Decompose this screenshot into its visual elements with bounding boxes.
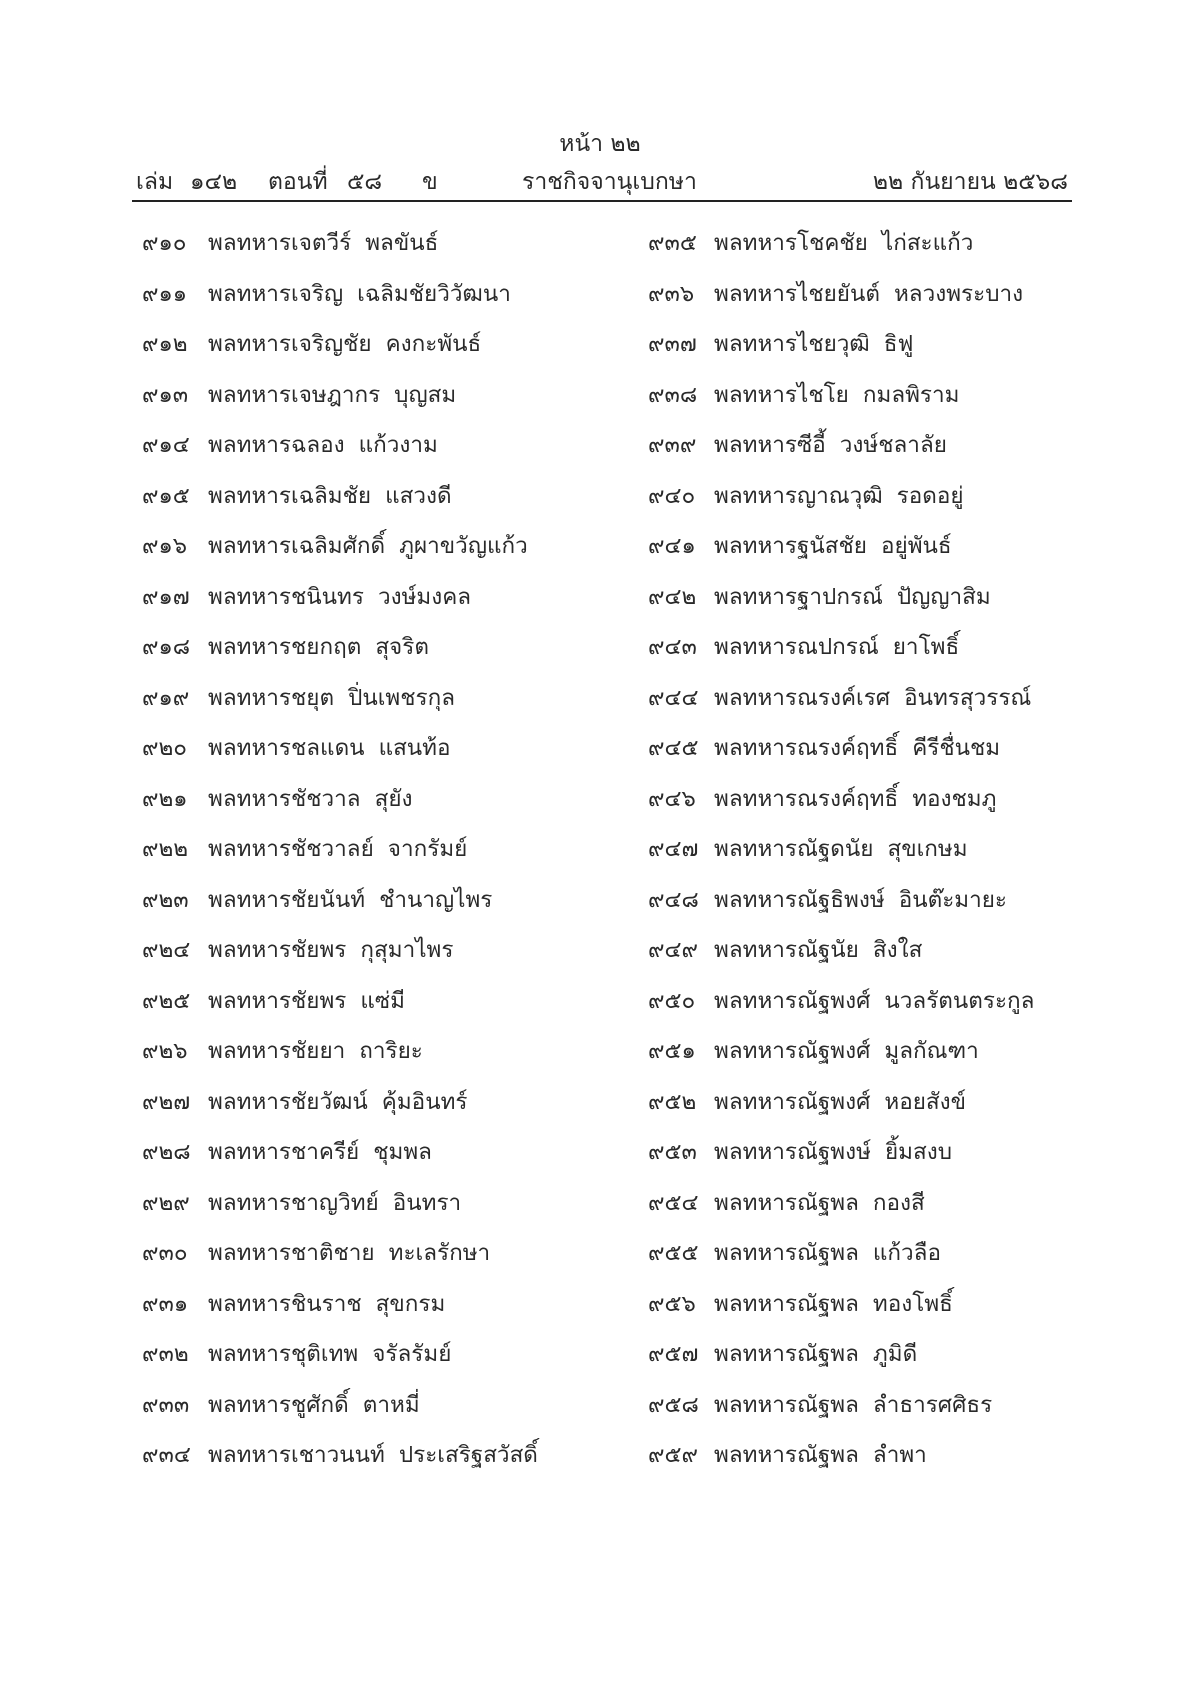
given-name: พลทหารณัฐพล — [714, 1240, 859, 1266]
list-item — [648, 481, 1034, 532]
entry-number: ๙๕๓ — [648, 1139, 697, 1165]
given-name: พลทหารณัฐพล — [714, 1341, 859, 1367]
surname: นวลรัตนตระกูล — [884, 987, 1035, 1014]
list-item — [648, 784, 1034, 835]
list-item — [142, 834, 538, 885]
entry-number: ๙๔๗ — [648, 836, 699, 862]
given-name: พลทหารชินราช — [208, 1290, 362, 1317]
given-name: พลทหารเจริญ — [208, 280, 344, 307]
surname: เฉลิมชัยวิวัฒนา — [357, 280, 511, 307]
entry-number: ๙๑๔ — [142, 432, 190, 458]
list-item — [142, 1238, 538, 1289]
entry-number: ๙๕๗ — [648, 1341, 699, 1367]
given-name: พลทหารณรงค์เรศ — [714, 684, 891, 711]
entry-number: ๙๒๗ — [142, 1088, 191, 1115]
volume-number: ๑๔๒ — [190, 169, 238, 195]
list-item — [648, 430, 1034, 481]
entry-number: ๙๒๘ — [142, 1139, 191, 1165]
entry-number: ๙๓๐ — [142, 1240, 188, 1266]
list-item — [142, 1188, 538, 1239]
list-item — [648, 1036, 1034, 1087]
given-name: พลทหารชาติชาย — [208, 1240, 375, 1266]
entry-number: ๙๔๙ — [648, 937, 698, 963]
surname: คงกะพันธ์ — [385, 331, 482, 357]
list-item — [648, 1289, 1034, 1340]
surname: คีรีชื่นชม — [912, 735, 1001, 761]
given-name: พลทหารเฉลิมศักดิ์ — [208, 533, 386, 559]
list-item — [648, 733, 1034, 784]
given-name: พลทหารณัฐพล — [714, 1391, 859, 1418]
surname: แก้วงาม — [358, 432, 438, 458]
given-name: พลทหารเฉลิมชัย — [208, 482, 372, 509]
surname: สุจริต — [375, 634, 429, 660]
surname: รอดอยู่ — [896, 482, 964, 509]
surname: แสนท้อ — [378, 735, 451, 761]
entry-number: ๙๓๗ — [648, 331, 697, 357]
entry-number: ๙๔๒ — [648, 583, 697, 610]
list-item — [648, 1238, 1034, 1289]
list-item — [648, 834, 1034, 885]
surname: แซ่มี — [360, 987, 405, 1014]
entry-number: ๙๕๑ — [648, 1038, 696, 1064]
entry-number: ๙๕๙ — [648, 1442, 698, 1468]
surname: ยิ้มสงบ — [884, 1139, 952, 1165]
entry-number: ๙๒๑ — [142, 785, 188, 812]
entry-number: ๙๑๓ — [142, 381, 189, 408]
given-name: พลทหารญาณวุฒิ — [714, 482, 883, 509]
given-name: พลทหารชัยนันท์ — [208, 886, 366, 913]
surname: สิงใส — [872, 937, 923, 963]
surname: ลำพา — [872, 1442, 927, 1468]
given-name: พลทหารณัฐพล — [714, 1290, 859, 1317]
list-item — [142, 1289, 538, 1340]
surname: กมลพิราม — [862, 381, 960, 408]
given-name: พลทหารฐาปกรณ์ — [714, 583, 883, 610]
entry-number: ๙๓๓ — [142, 1391, 190, 1418]
entry-number: ๙๕๕ — [648, 1240, 699, 1266]
list-item — [142, 582, 538, 633]
entry-number: ๙๔๔ — [648, 684, 699, 711]
surname: แสวงดี — [385, 482, 452, 509]
surname: ลำธารศศิธร — [872, 1391, 993, 1418]
surname: ทะเลรักษา — [388, 1240, 491, 1266]
right-name-list — [648, 228, 1034, 1491]
given-name: พลทหารเจตวีร์ — [208, 230, 352, 256]
list-item — [648, 986, 1034, 1037]
entry-number: ๙๕๘ — [648, 1391, 699, 1418]
entry-number: ๙๒๔ — [142, 937, 191, 963]
surname: อยู่พันธ์ — [881, 533, 952, 559]
given-name: พลทหารณัฐพงษ์ — [714, 1139, 871, 1165]
surname: บุญสม — [394, 381, 457, 408]
surname: ธิฟู — [883, 331, 914, 357]
given-name: พลทหารเชาวนนท์ — [208, 1442, 385, 1468]
entry-number: ๙๒๓ — [142, 886, 189, 913]
entry-number: ๙๑๙ — [142, 684, 190, 711]
volume-label: เล่ม — [136, 169, 174, 195]
surname: ชุมพล — [373, 1139, 432, 1165]
given-name: พลทหารเจริญชัย — [208, 331, 372, 357]
surname: ปัญญาสิม — [896, 583, 991, 610]
surname: ตาหมี่ — [362, 1391, 420, 1418]
surname: หอยสังข์ — [884, 1088, 967, 1115]
entry-number: ๙๑๖ — [142, 533, 188, 559]
list-item — [142, 986, 538, 1037]
surname: หลวงพระบาง — [893, 280, 1024, 307]
entry-number: ๙๓๙ — [648, 432, 697, 458]
list-item — [648, 1188, 1034, 1239]
entry-number: ๙๓๔ — [142, 1442, 191, 1468]
list-item — [648, 582, 1034, 633]
page-number: หน้า ๒๒ — [559, 131, 641, 157]
entry-number: ๙๒๕ — [142, 987, 191, 1014]
entry-number: ๙๓๒ — [142, 1341, 189, 1367]
list-item — [142, 885, 538, 936]
entry-number: ๙๕๒ — [648, 1088, 697, 1115]
entry-number: ๙๓๖ — [648, 280, 695, 307]
list-item — [648, 885, 1034, 936]
list-item — [142, 1087, 538, 1138]
list-item — [648, 329, 1034, 380]
given-name: พลทหารชัยยา — [208, 1038, 346, 1064]
given-name: พลทหารซีอี้ — [714, 432, 826, 458]
list-item — [648, 1087, 1034, 1138]
given-name: พลทหารชุติเทพ — [208, 1341, 359, 1367]
surname: วงษ์ชลาลัย — [839, 432, 947, 458]
given-name: พลทหารณัฐดนัย — [714, 836, 874, 862]
surname: ประเสริฐสวัสดิ์ — [398, 1442, 538, 1468]
surname: อินทรา — [392, 1189, 462, 1216]
given-name: พลทหารชัยวัฒน์ — [208, 1088, 368, 1115]
issue-date: ๒๒ กันยายน ๒๕๖๘ — [872, 169, 1068, 195]
given-name: พลทหารชัชวาลย์ — [208, 836, 374, 862]
list-item — [142, 279, 538, 330]
entry-number: ๙๒๖ — [142, 1038, 188, 1064]
given-name: พลทหารไชยยันต์ — [714, 280, 880, 307]
given-name: พลทหารฐนัสชัย — [714, 533, 867, 559]
list-item — [142, 683, 538, 734]
list-item — [142, 733, 538, 784]
list-item — [142, 1440, 538, 1491]
list-item — [648, 279, 1034, 330]
entry-number: ๙๑๗ — [142, 583, 190, 610]
entry-number: ๙๑๒ — [142, 331, 188, 357]
list-item — [648, 1137, 1034, 1188]
list-item — [142, 1390, 538, 1441]
given-name: พลทหารไชโย — [714, 381, 849, 408]
list-item — [142, 935, 538, 986]
entry-number: ๙๔๓ — [648, 634, 697, 660]
list-item — [142, 1339, 538, 1390]
section-letter: ข — [422, 169, 438, 195]
list-item — [648, 380, 1034, 431]
entry-number: ๙๕๔ — [648, 1189, 699, 1216]
given-name: พลทหารเจษฎากร — [208, 381, 381, 408]
entry-number: ๙๓๘ — [648, 381, 698, 408]
given-name: พลทหารชยุต — [208, 684, 335, 711]
list-item — [648, 1339, 1034, 1390]
given-name: พลทหารไชยวุฒิ — [714, 331, 870, 357]
given-name: พลทหารชัยพร — [208, 937, 347, 963]
entry-number: ๙๓๕ — [648, 230, 697, 256]
list-item — [142, 784, 538, 835]
given-name: พลทหารชนินทร — [208, 583, 364, 610]
entry-number: ๙๕๖ — [648, 1290, 696, 1317]
list-item — [142, 1036, 538, 1087]
entry-number: ๙๔๕ — [648, 735, 699, 761]
list-item — [648, 228, 1034, 279]
surname: แก้วลือ — [872, 1240, 941, 1266]
given-name: พลทหารโชคชัย — [714, 230, 868, 256]
given-name: พลทหารชยกฤต — [208, 634, 362, 660]
given-name: พลทหารชัชวาล — [208, 785, 361, 812]
list-item — [142, 380, 538, 431]
issue-number: ๕๘ — [347, 169, 383, 195]
given-name: พลทหารณรงค์ฤทธิ์ — [714, 735, 899, 761]
given-name: พลทหารณัฐพงศ์ — [714, 1088, 871, 1115]
gazette-header — [132, 164, 1072, 202]
surname: อินต๊ะมายะ — [898, 886, 1008, 913]
given-name: พลทหารณัฐธิพงษ์ — [714, 886, 885, 913]
surname: วงษ์มงคล — [377, 583, 472, 610]
surname: ไก่สะแก้ว — [881, 230, 974, 256]
surname: ภูผาขวัญแก้ว — [399, 533, 528, 559]
given-name: พลทหารชูศักดิ์ — [208, 1391, 349, 1418]
given-name: พลทหารณัฐพล — [714, 1442, 859, 1468]
surname: ชำนาญไพร — [379, 886, 493, 913]
list-item — [142, 1137, 538, 1188]
list-item — [648, 1390, 1034, 1441]
list-item — [648, 935, 1034, 986]
surname: กองสี — [872, 1189, 925, 1216]
given-name: พลทหารณัฐนัย — [714, 937, 859, 963]
entry-number: ๙๓๑ — [142, 1290, 189, 1317]
entry-number: ๙๔๖ — [648, 785, 696, 812]
given-name: พลทหารชัยพร — [208, 987, 347, 1014]
given-name: พลทหารณรงค์ฤทธิ์ — [714, 785, 899, 812]
given-name: พลทหารฉลอง — [208, 432, 345, 458]
entry-number: ๙๒๙ — [142, 1189, 190, 1216]
surname: คุ้มอินทร์ — [381, 1088, 468, 1115]
list-item — [648, 531, 1034, 582]
surname: สุยัง — [374, 785, 413, 812]
surname: พลขันธ์ — [365, 230, 439, 256]
surname: อินทรสุวรรณ์ — [904, 684, 1032, 711]
left-name-list — [142, 228, 538, 1491]
given-name: พลทหารชาญวิทย์ — [208, 1189, 379, 1216]
given-name: พลทหารชลแดน — [208, 735, 365, 761]
given-name: พลทหารณัฐพงศ์ — [714, 1038, 871, 1064]
list-item — [142, 228, 538, 279]
surname: ปิ่นเพชรกุล — [348, 684, 456, 711]
list-item — [648, 1440, 1034, 1491]
given-name: พลทหารชาครีย์ — [208, 1139, 360, 1165]
entry-number: ๙๕๐ — [648, 987, 696, 1014]
entry-number: ๙๑๕ — [142, 482, 190, 509]
surname: มูลกัณฑา — [884, 1038, 979, 1064]
list-item — [142, 632, 538, 683]
surname: กุสุมาไพร — [360, 937, 454, 963]
entry-number: ๙๑๑ — [142, 280, 188, 307]
surname: ถาริยะ — [359, 1038, 423, 1064]
entry-number: ๙๔๐ — [648, 482, 696, 509]
surname: จรัลรัมย์ — [372, 1341, 452, 1367]
entry-number: ๙๑๐ — [142, 230, 187, 256]
given-name: พลทหารณัฐพล — [714, 1189, 859, 1216]
list-item — [142, 531, 538, 582]
list-item — [142, 329, 538, 380]
given-name: พลทหารณัฐพงศ์ — [714, 987, 871, 1014]
list-item — [648, 683, 1034, 734]
entry-number: ๙๒๒ — [142, 836, 189, 862]
journal-title: ราชกิจจานุเบกษา — [522, 169, 697, 195]
surname: ทองโพธิ์ — [872, 1290, 953, 1317]
surname: ทองชมภู — [912, 785, 997, 812]
entry-number: ๙๑๘ — [142, 634, 191, 660]
entry-number: ๙๔๑ — [648, 533, 696, 559]
list-item — [648, 632, 1034, 683]
given-name: พลทหารณปกรณ์ — [714, 634, 879, 660]
list-item — [142, 481, 538, 532]
surname: ภูมิดี — [872, 1341, 918, 1367]
entry-number: ๙๔๘ — [648, 886, 699, 913]
surname: สุขเกษม — [887, 836, 968, 862]
surname: ยาโพธิ์ — [892, 634, 960, 660]
entry-number: ๙๒๐ — [142, 735, 188, 761]
surname: จากรัมย์ — [387, 836, 468, 862]
list-item — [142, 430, 538, 481]
issue-label: ตอนที่ — [268, 169, 328, 195]
surname: สุขกรม — [375, 1290, 446, 1317]
